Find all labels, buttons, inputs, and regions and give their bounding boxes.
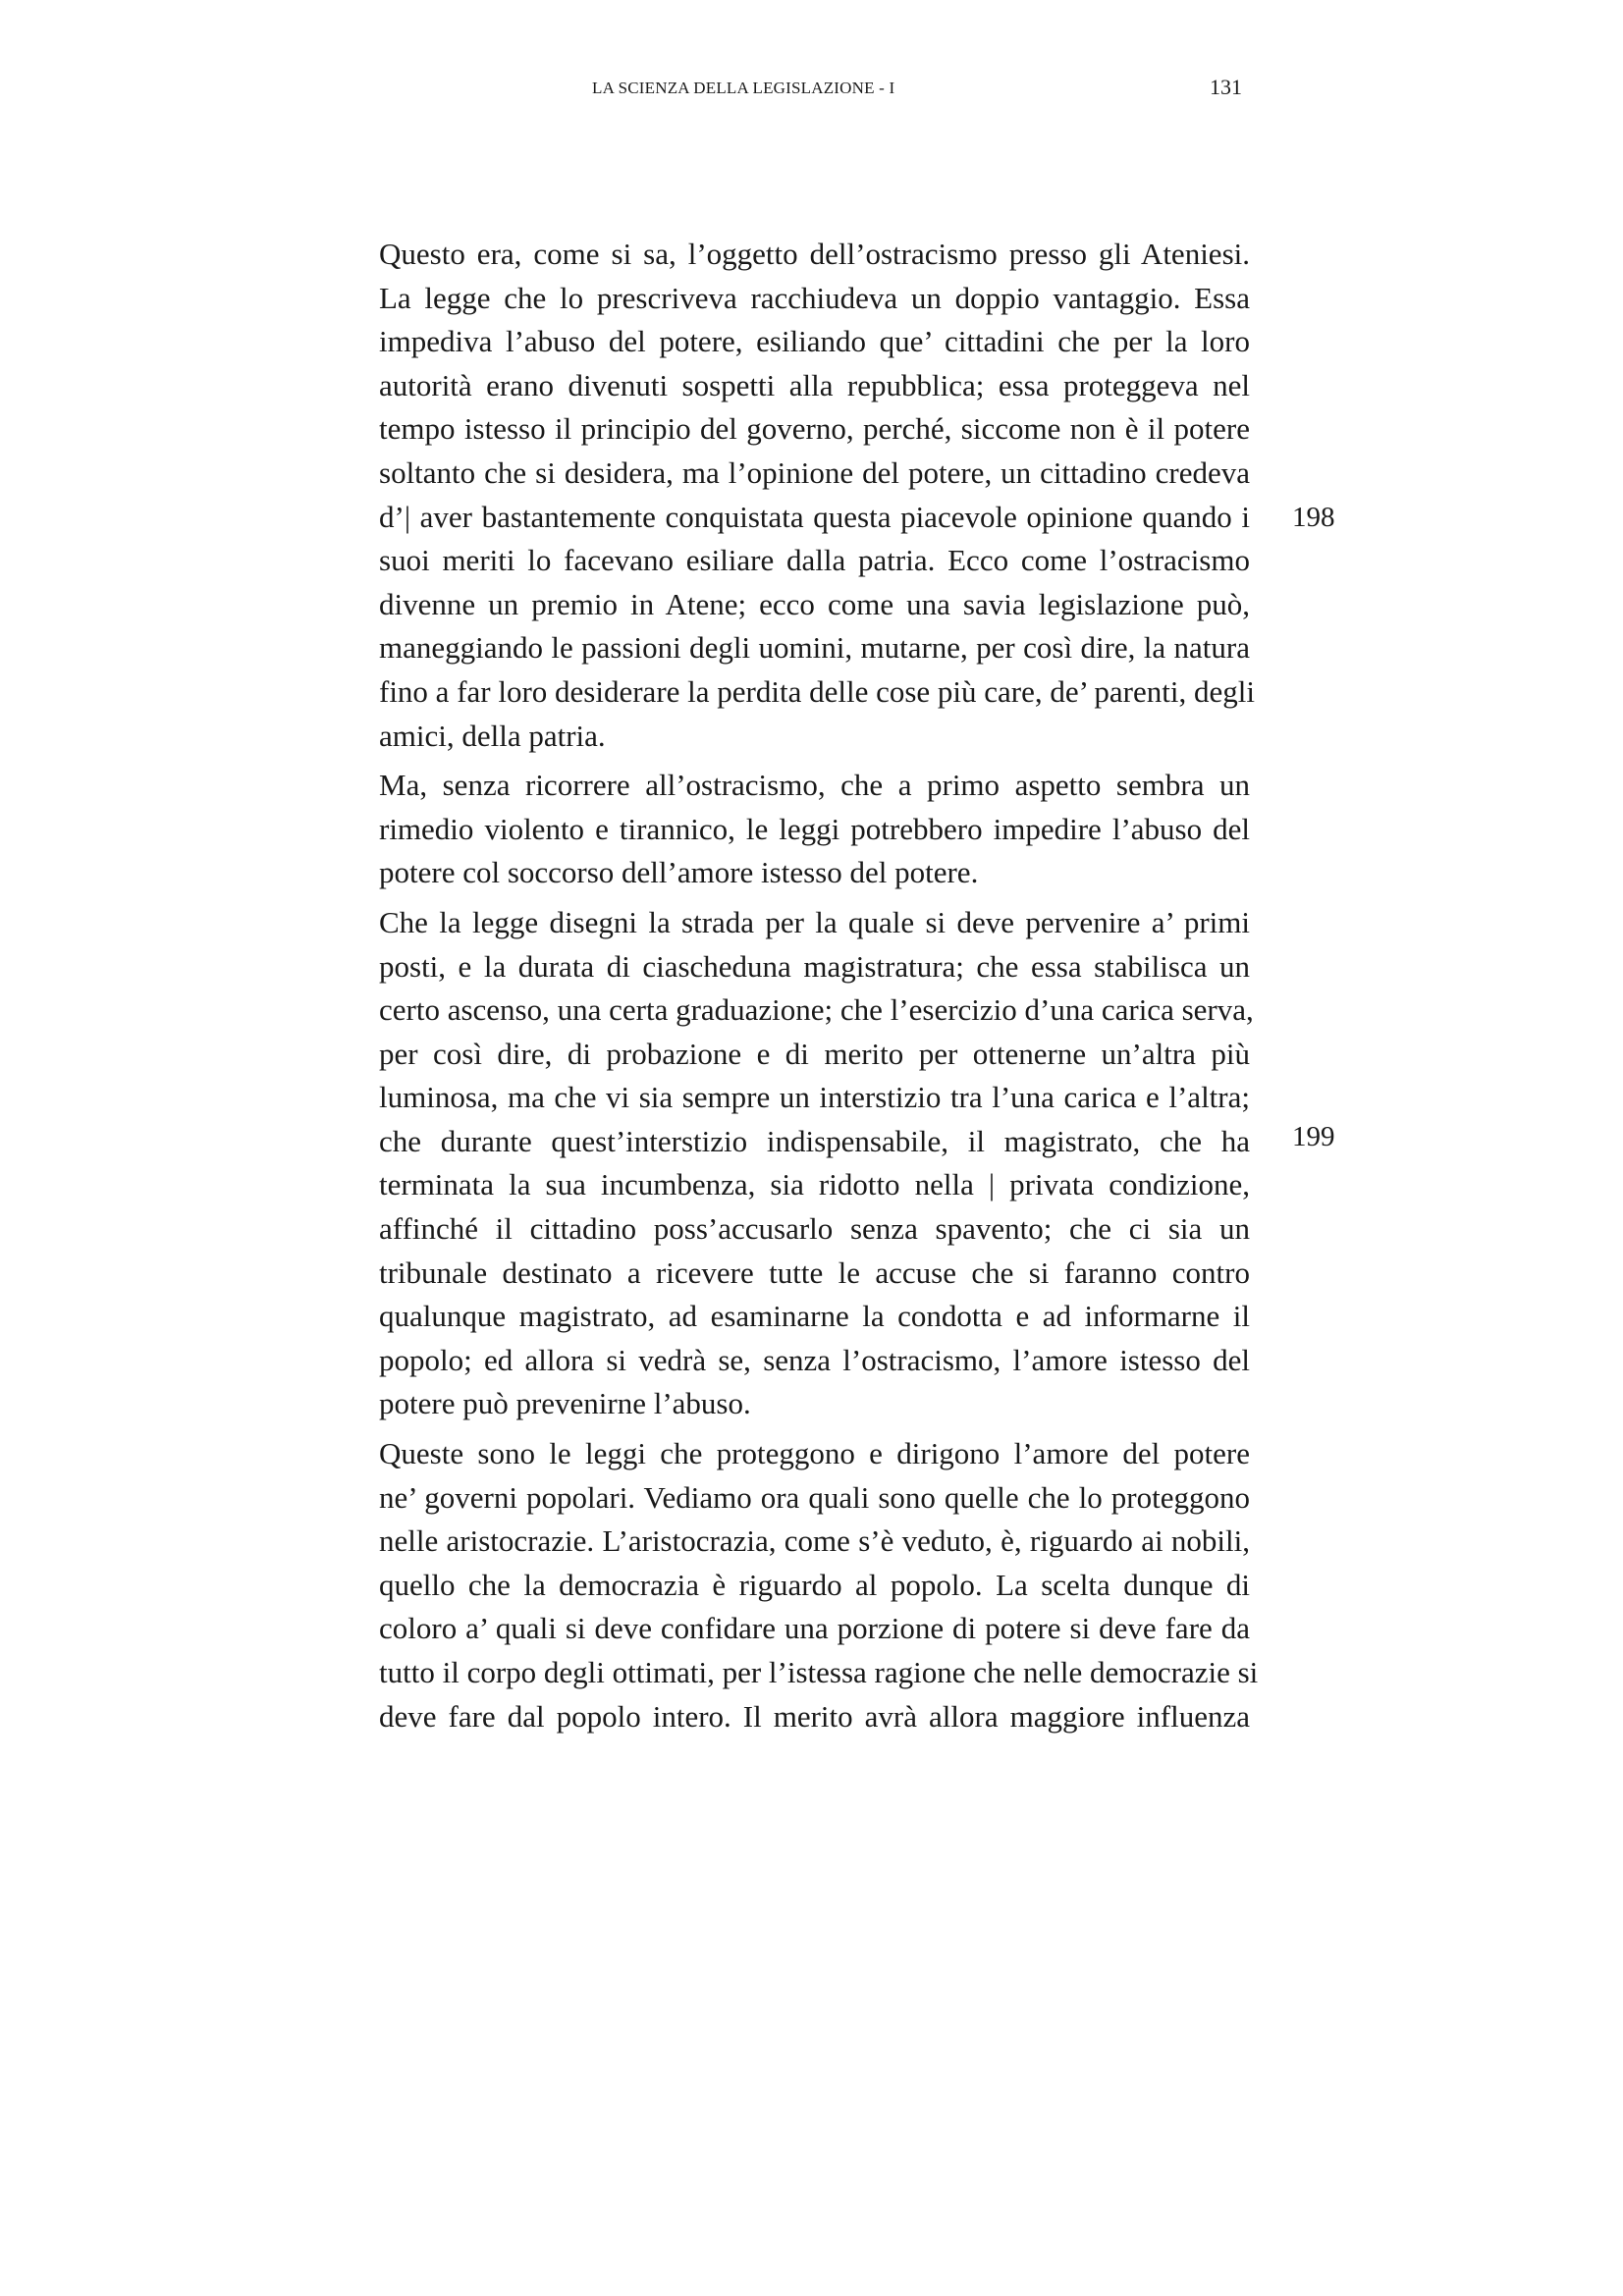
text-line: rimedio violento e tirannico, le leggi potrebbero impedire l’abuso del (379, 811, 1250, 846)
text-line: deve fare dal popolo intero. Il merito avrà allora maggiore influenza (379, 1698, 1250, 1734)
text-line: suoi meriti lo facevano esiliare dalla patria. Ecco come l’ostracismo (379, 543, 1250, 578)
text-line: fino a far loro desiderare la perdita delle cose più care, de’ parenti, degli (379, 673, 1255, 709)
text-line: divenne un premio in Atene; ecco come una savia legislazione può, (379, 586, 1250, 621)
text-line: potere può prevenirne l’abuso. (379, 1386, 751, 1421)
text-line: amici, della patria. (379, 718, 606, 753)
text-line: autorità erano divenuti sospetti alla repubblica; essa proteggeva nel (379, 367, 1250, 402)
text-line: maneggiando le passioni degli uomini, mutarne, per così dire, la natura (379, 630, 1250, 666)
text-line: qualunque magistrato, ad esaminarne la condotta e ad informarne il (379, 1299, 1250, 1334)
text-line: coloro a’ quali si deve confidare una porzione di potere si deve fare da (379, 1611, 1250, 1646)
body-text (379, 233, 1259, 1738)
paragraph (379, 1432, 1259, 1738)
text-line: impediva l’abuso del potere, esiliando que’ cittadini che per la loro (379, 324, 1250, 359)
text-line: terminata la sua incumbenza, sia ridotto nella | privata condizione, (379, 1167, 1250, 1202)
text-line: Queste sono le leggi che proteggono e dirigono l’amore del potere (379, 1436, 1250, 1471)
paragraph (379, 233, 1255, 758)
text-line: Ma, senza ricorrere all’ostracismo, che a primo aspetto sembra un (379, 768, 1250, 803)
text-line: tutto il corpo degli ottimati, per l’istessa ragione che nelle democrazie si (379, 1655, 1259, 1689)
margin-page-number: 198 (1292, 502, 1335, 533)
text-line: tempo istesso il principio del governo, perché, siccome non è il potere (379, 411, 1250, 447)
paragraph (379, 764, 1250, 895)
text-line: nelle aristocrazie. L’aristocrazia, come s’è veduto, è, riguardo ai nobili, (379, 1523, 1250, 1559)
text-line: tribunale destinato a ricevere tutte le accuse che si faranno contro (379, 1255, 1250, 1290)
text-line: ne’ governi popolari. Vediamo ora quali sono quelle che lo proteggono (379, 1479, 1250, 1515)
margin-page-number: 199 (1292, 1121, 1335, 1152)
text-line: Che la legge disegni la strada per la quale si deve pervenire a’ primi (379, 904, 1250, 939)
paragraph (379, 901, 1254, 1426)
text-line: potere col soccorso dell’amore istesso del potere. (379, 855, 979, 890)
text-line: certo ascenso, una certa graduazione; che l’esercizio d’una carica serva, (379, 992, 1254, 1028)
running-title: LA SCIENZA DELLA LEGISLAZIONE - I (592, 79, 895, 97)
text-line: luminosa, ma che vi sia sempre un interstizio tra l’una carica e l’altra; (379, 1080, 1250, 1115)
text-line: Questo era, come si sa, l’oggetto dell’ostracismo presso gli Ateniesi. (379, 237, 1250, 271)
text-line: posti, e la durata di ciascheduna magistratura; che essa stabilisca un (379, 948, 1250, 984)
text-line: per così dire, di probazione e di merito per ottenerne un’altra più (379, 1036, 1250, 1071)
text-line: affinché il cittadino poss’accusarlo senza spavento; che ci sia un (379, 1211, 1250, 1247)
text-line: quello che la democrazia è riguardo al popolo. La scelta dunque di (379, 1567, 1250, 1602)
text-line: soltanto che si desidera, ma l’opinione del potere, un cittadino credeva (379, 454, 1250, 490)
page-number: 131 (1210, 75, 1242, 99)
text-line: che durante quest’interstizio indispensabile, il magistrato, che ha (379, 1123, 1250, 1158)
text-line: popolo; ed allora si vedrà se, senza l’ostracismo, l’amore istesso del (379, 1342, 1250, 1377)
text-line: La legge che lo prescriveva racchiudeva un doppio vantaggio. Essa (379, 280, 1250, 315)
text-line: d’| aver bastantemente conquistata questa piacevole opinione quando i (379, 499, 1250, 534)
